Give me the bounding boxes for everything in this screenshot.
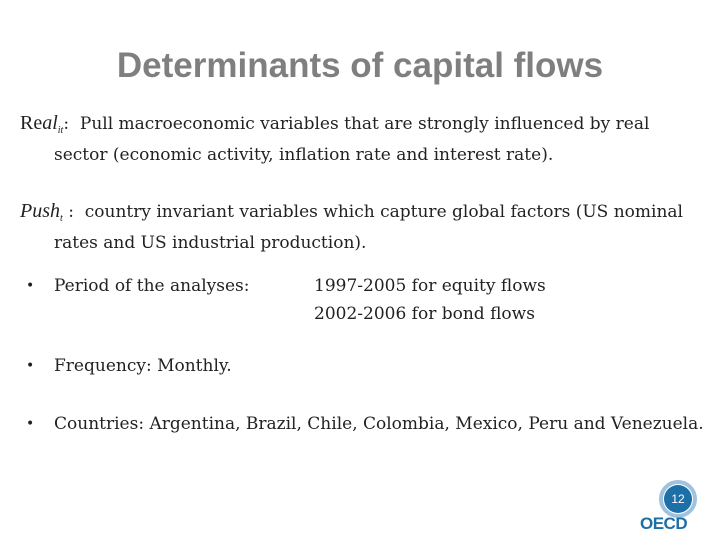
bullet-marker: • — [26, 358, 35, 374]
page-number: 12 — [664, 485, 692, 513]
slide-title: Determinants of capital flows — [116, 46, 604, 85]
period-bond: 2002-2006 for bond flows — [314, 304, 535, 324]
real-description-line1: Pull macroeconomic variables that are strongly influenced by real — [79, 114, 650, 134]
countries-text: Countries: Argentina, Brazil, Chile, Colombia, Mexico, Peru and Venezuela. — [54, 414, 704, 434]
real-paragraph: Real$_{it}$: Pull macroeconomic variables that are strongly influenced by real sector (economic activity, inflation rate and interest rate). — [20, 112, 650, 165]
bullet-frequency — [26, 352, 232, 380]
push-symbol: Push$_t$ — [20, 200, 63, 224]
frequency-text: Frequency: Monthly. — [54, 356, 232, 376]
push-paragraph: Push$_t$ : country invariant variables which capture global factors (US nominal rates and US industrial production). — [20, 200, 683, 253]
bullet-marker: • — [26, 416, 35, 432]
bullet-period — [26, 272, 250, 300]
period-equity: 1997-2005 for equity flows — [314, 276, 546, 296]
push-description-line1: country invariant variables which capture global factors (US nominal — [84, 202, 683, 222]
period-label: Period of the analyses: — [54, 276, 250, 296]
bullet-marker: • — [26, 278, 35, 294]
oecd-logo-text: OECD — [640, 514, 688, 533]
push-description-line2: rates and US industrial production). — [54, 233, 367, 253]
real-description-line2: sector (economic activity, inflation rate and interest rate). — [54, 145, 554, 165]
bullet-countries — [26, 410, 704, 438]
period-values — [314, 272, 546, 328]
real-symbol: Real$_{it}$ — [20, 112, 64, 136]
